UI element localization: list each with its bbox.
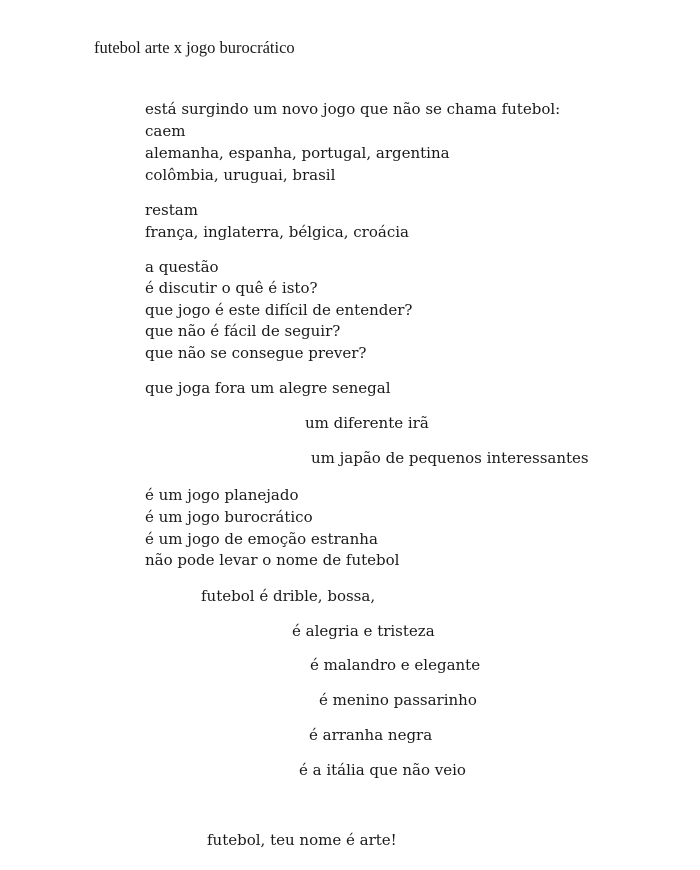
poem-line: alemanha, espanha, portugal, argentina	[145, 144, 450, 162]
poem-line: está surgindo um novo jogo que não se chama futebol:	[145, 100, 561, 118]
poem-line: é malandro e elegante	[310, 656, 481, 674]
poem-line: que não se consegue prever?	[145, 344, 367, 362]
poem-line: colômbia, uruguai, brasil	[145, 166, 336, 184]
poem-line: a questão	[145, 258, 219, 276]
poem-line: frança, inglaterra, bélgica, croácia	[145, 223, 409, 241]
poem-line: que jogo é este difícil de entender?	[145, 301, 413, 319]
poem-line: é arranha negra	[309, 726, 433, 744]
poem-line: futebol é drible, bossa,	[201, 587, 376, 605]
poem-title: futebol arte x jogo burocrático	[94, 38, 295, 57]
poem-line: um japão de pequenos interessantes	[311, 449, 589, 467]
poem-line: é alegria e tristeza	[292, 622, 435, 640]
poem-line: caem	[145, 122, 186, 140]
poem-line: não pode levar o nome de futebol	[145, 551, 400, 569]
poem-line: é menino passarinho	[319, 691, 477, 709]
poem-line: é um jogo burocrático	[145, 508, 313, 526]
poem-line: que joga fora um alegre senegal	[145, 379, 391, 397]
poem-line: é um jogo planejado	[145, 486, 299, 504]
poem-line: é a itália que não veio	[299, 761, 466, 779]
poem-line: restam	[145, 201, 198, 219]
poem-line: é um jogo de emoção estranha	[145, 530, 378, 548]
poem-line: que não é fácil de seguir?	[145, 322, 341, 340]
poem-closing-line: futebol, teu nome é arte!	[207, 831, 397, 849]
poem-line: um diferente irã	[305, 414, 429, 432]
poem-line: é discutir o quê é isto?	[145, 279, 318, 297]
